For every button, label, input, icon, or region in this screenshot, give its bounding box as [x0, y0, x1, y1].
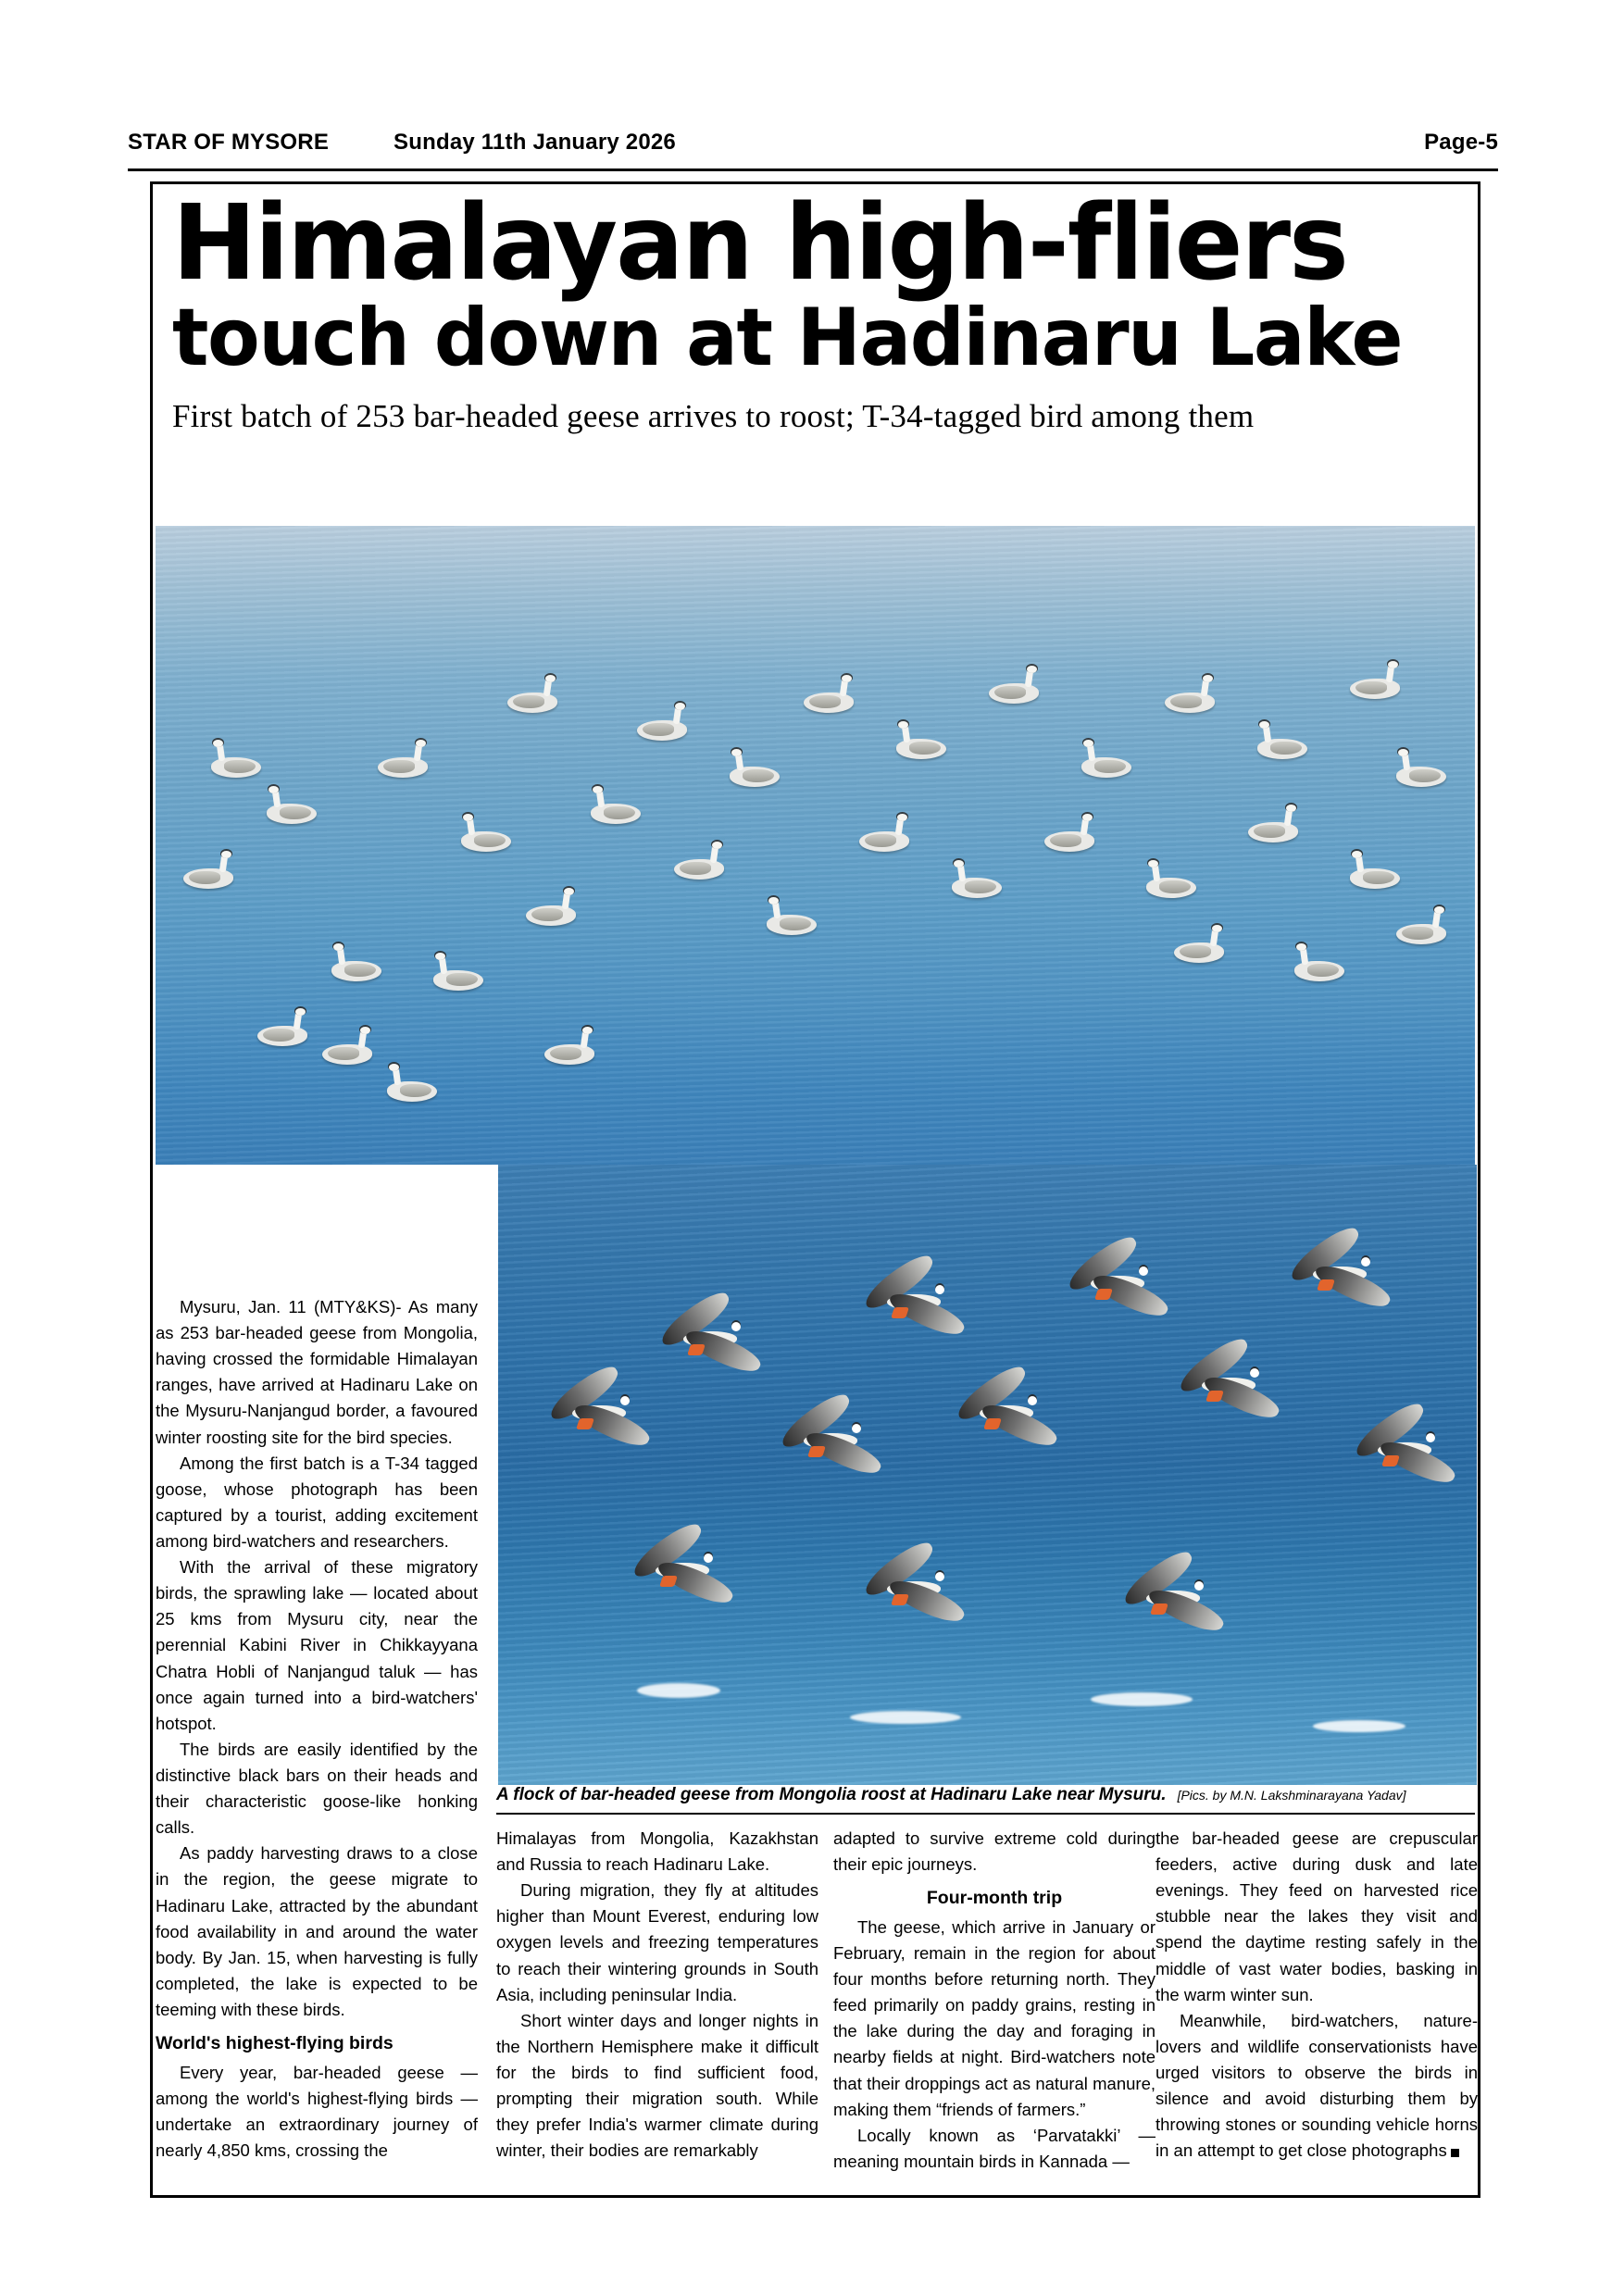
headline-line-1: Himalayan high-fliers [172, 183, 1347, 304]
goose-figure [1294, 961, 1344, 981]
goose-wing [604, 806, 635, 819]
photo-caption-bar [496, 1785, 1475, 1815]
goose-wing [743, 769, 774, 782]
goose-head [852, 1424, 861, 1433]
paragraph: The birds are easily identified by the distinctive black bars on their heads and their characteristic goose-like honking calls. [156, 1739, 478, 1838]
goose-wing [680, 862, 711, 875]
goose-figure [433, 970, 483, 991]
goose-wing [224, 760, 256, 773]
paragraph: With the arrival of these migratory birds, the sprawling lake — located about 25 kms from Mysuru city, near the perennial Kabini River in Chikkayyana Chatra Hobli of Nanjangud taluk — has once again turned into a bird-watchers' hotspot. [156, 1557, 478, 1733]
water-splash [1091, 1692, 1193, 1706]
goose-wing [189, 871, 220, 884]
goose-head [1250, 1368, 1259, 1378]
goose-wing [1355, 681, 1387, 694]
goose-wing [1270, 742, 1302, 755]
paragraph: the bar-headed geese are crepuscular feeders, active during dusk and late evenings. They feed on harvested rice stubble near the lakes they visit and spend the daytime resting safely in the middle of vast water bodies, basking in the warm winter sun. [1156, 1828, 1478, 2004]
goose-wing [865, 834, 896, 847]
goose-wing [1254, 825, 1285, 838]
goose-figure [1350, 679, 1400, 699]
goose-figure [674, 859, 724, 880]
goose-wing [513, 695, 544, 708]
goose-figure [544, 1044, 594, 1065]
goose-head [731, 1322, 741, 1331]
headline-block [172, 183, 1459, 435]
goose-wing [446, 973, 478, 986]
masthead-left [128, 130, 676, 156]
goose-wing [328, 1047, 359, 1060]
subsection-heading: World's highest-flying birds [156, 2033, 394, 2054]
goose-figure [461, 831, 511, 852]
goose-figure [1257, 739, 1307, 759]
goose-figure [267, 804, 317, 824]
goose-wing [994, 686, 1026, 699]
goose-figure [331, 961, 381, 981]
page-number: Page-5 [1424, 130, 1498, 155]
issue-date: Sunday 11th January 2026 [394, 130, 676, 155]
goose-figure [1396, 924, 1446, 944]
goose-figure [1146, 878, 1196, 898]
end-mark [1451, 2149, 1459, 2157]
masthead-divider [128, 168, 1498, 171]
goose-wing [909, 742, 941, 755]
goose-figure [257, 1026, 307, 1046]
paragraph: Himalayas from Mongolia, Kazakhstan and Russia to reach Hadinaru Lake. [496, 1828, 818, 1875]
goose-wing [1409, 769, 1441, 782]
photo-credit-text: [Pics. by M.N. Lakshminarayana Yadav] [1177, 1788, 1406, 1803]
article-column-3 [833, 1826, 1156, 2175]
goose-wing [263, 1029, 294, 1042]
goose-figure [1248, 822, 1298, 842]
goose-figure [1174, 942, 1224, 963]
goose-figure [591, 804, 641, 824]
goose-head [1361, 1257, 1370, 1267]
goose-figure [211, 757, 261, 778]
goose-wing [550, 1047, 581, 1060]
water-splash [850, 1711, 961, 1724]
article-column-2 [496, 1826, 818, 2164]
water-splash [637, 1683, 720, 1698]
goose-head [1426, 1433, 1435, 1442]
goose-figure [989, 683, 1039, 704]
goose-head [1194, 1581, 1204, 1591]
article-column-1 [156, 1294, 478, 2164]
paragraph: During migration, they fly at altitudes higher than Mount Everest, enduring low oxygen levels and freezing temperatures to reach their wintering grounds in South Asia, including peninsular India. [496, 1880, 818, 2004]
goose-wing [809, 695, 841, 708]
paragraph-text: Meanwhile, bird-watchers, nature-lovers and wildlife conservationists have urged visitors to observe the birds in silence and avoid disturbing them by throwing stones or sounding vehicle horns in an attempt to get close photographs [1156, 2010, 1478, 2161]
goose-wing [383, 760, 415, 773]
water-texture [156, 526, 1475, 1165]
goose-wing [531, 908, 563, 921]
article-subheadline: First batch of 253 bar-headed geese arrives to roost; T-34-tagged bird among them [172, 397, 1255, 434]
goose-figure [387, 1081, 437, 1102]
goose-wing [280, 806, 311, 819]
paragraph: Locally known as ‘Parvatakki’ — meaning mountain birds in Kannada — [833, 2125, 1156, 2171]
goose-head [935, 1572, 944, 1581]
goose-wing [1180, 945, 1211, 958]
goose-wing [1307, 964, 1339, 977]
photo-caption-text: A flock of bar-headed geese from Mongolia roost at Hadinaru Lake near Mysuru. [496, 1785, 1167, 1804]
goose-head [1139, 1267, 1148, 1276]
goose-figure [804, 693, 854, 713]
paragraph: Every year, bar-headed geese — among the world's highest-flying birds — undertake an extraordinary journey of nearly 4,850 kms, crossing the [156, 2062, 478, 2161]
goose-figure [1396, 767, 1446, 787]
goose-wing [1050, 834, 1081, 847]
goose-figure [183, 868, 233, 889]
goose-wing [1170, 695, 1202, 708]
article-column-4 [1156, 1826, 1478, 2164]
paragraph: Short winter days and longer nights in the Northern Hemisphere make it difficult for the birds to find sufficient food, prompting their migration south. While they prefer India's warmer climate during winter, their bodies are remarkably [496, 2010, 818, 2161]
goose-figure [1081, 757, 1131, 778]
goose-head [620, 1396, 630, 1405]
headline-line-2: touch down at Hadinaru Lake [172, 291, 1403, 384]
paper-name: STAR OF MYSORE [128, 130, 330, 155]
goose-head [935, 1285, 944, 1294]
goose-figure [767, 915, 817, 935]
goose-figure [859, 831, 909, 852]
paragraph: As paddy harvesting draws to a close in the region, the geese migrate to Hadinaru Lake, attracted by the abundant food availability in and around the water body. By Jan. 15, when harvesting is fully completed, the lake is expected to be teeming with these birds. [156, 1843, 478, 2019]
goose-wing [474, 834, 506, 847]
goose-figure [952, 878, 1002, 898]
goose-wing [400, 1084, 431, 1097]
goose-figure [730, 767, 780, 787]
goose-wing [643, 723, 674, 736]
hero-photo-geese-roosting [156, 526, 1475, 1165]
water-splash [1313, 1720, 1405, 1732]
goose-wing [1094, 760, 1126, 773]
paragraph: Mysuru, Jan. 11 (MTY&KS)- As many as 253 bar-headed geese from Mongolia, having crossed the formidable Himalayan ranges, have arrived at Hadinaru Lake on the Mysuru-Nanjangud border, a favoured winter roosting site for the bird species. [156, 1297, 478, 1447]
goose-head [1028, 1396, 1037, 1405]
goose-figure [1165, 693, 1215, 713]
goose-wing [780, 917, 811, 930]
goose-wing [1159, 880, 1191, 893]
masthead [128, 130, 1498, 156]
goose-figure [526, 905, 576, 926]
goose-figure [1044, 831, 1094, 852]
paragraph-final [1156, 2008, 1478, 2165]
paragraph: The geese, which arrive in January or February, remain in the region for about four months before returning north. They feed primarily on paddy grains, resting in the lake during the day and foraging in nearby fields at night. Bird-watchers note that their droppings act as natural manure, making them “friends of farmers.” [833, 1916, 1156, 2119]
goose-wing [1402, 927, 1433, 940]
goose-wing [965, 880, 996, 893]
paragraph: adapted to survive extreme cold during their epic journeys. [833, 1828, 1156, 1875]
goose-figure [1350, 868, 1400, 889]
paragraph: Among the first batch is a T-34 tagged goose, whose photograph has been captured by a tourist, adding excitement among bird-watchers and researchers. [156, 1453, 478, 1551]
goose-wing [1363, 871, 1394, 884]
inset-photo-geese-taking-off [496, 1165, 1477, 1785]
goose-wing [344, 964, 376, 977]
goose-figure [896, 739, 946, 759]
goose-figure [322, 1044, 372, 1065]
goose-figure [637, 720, 687, 741]
subsection-heading: Four-month trip [926, 1888, 1063, 1909]
goose-figure [507, 693, 557, 713]
goose-figure [378, 757, 428, 778]
goose-head [704, 1554, 713, 1563]
